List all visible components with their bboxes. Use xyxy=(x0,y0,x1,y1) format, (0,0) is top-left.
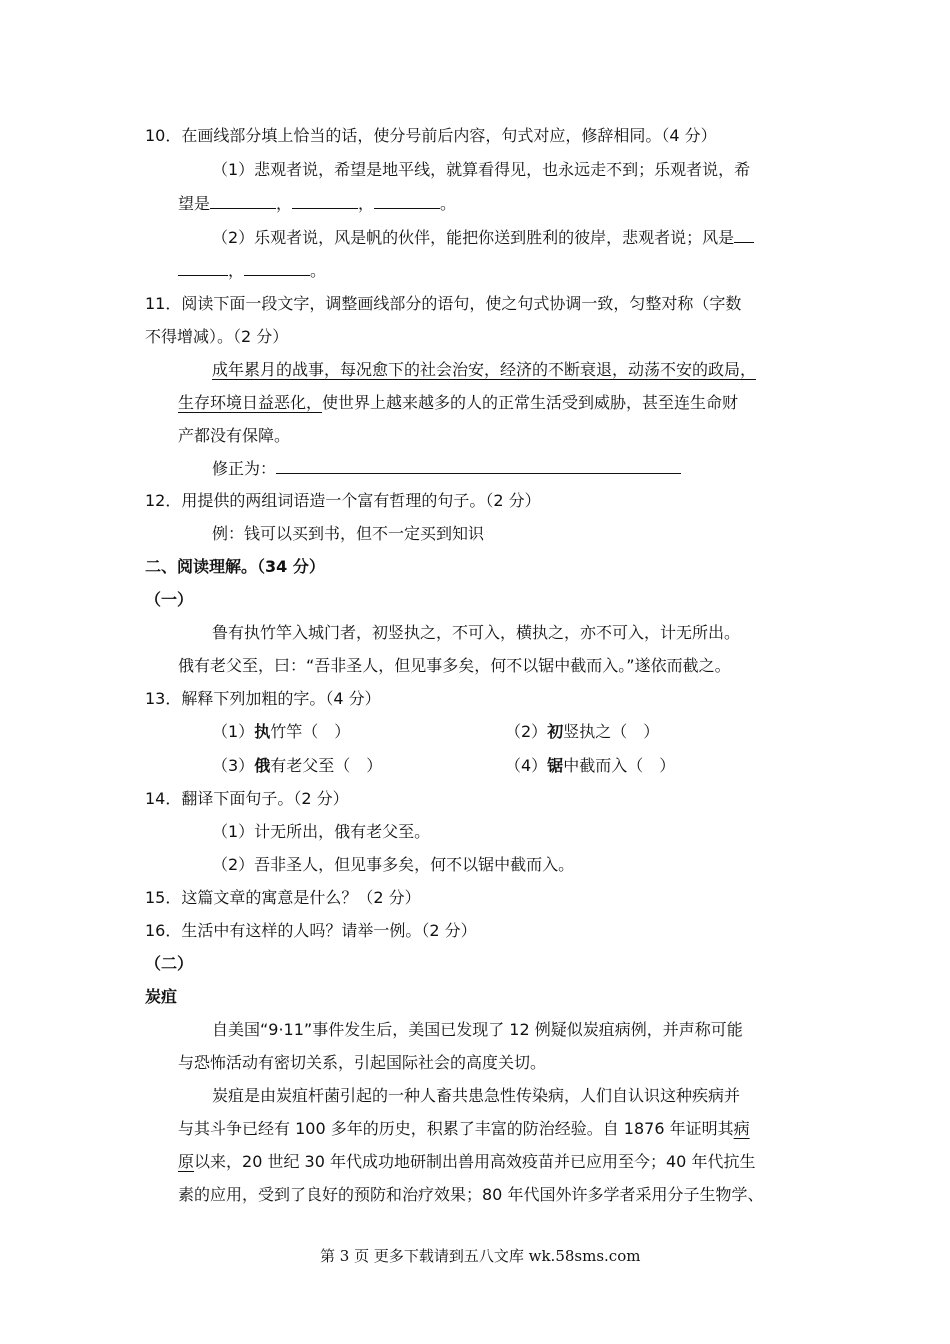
bold-char: 俄 xyxy=(254,756,271,775)
page-footer: 第 3 页 更多下载请到五八文库 wk.58sms.com xyxy=(320,1247,641,1265)
q11-fix-line xyxy=(212,458,681,480)
q10-item2-line2 xyxy=(178,260,326,282)
item-number: （1） xyxy=(212,722,255,741)
article-p1-line1: 自美国“9·11”事件发生后，美国已发现了 12 例疑似炭疽病例，并声称可能 xyxy=(212,1020,743,1039)
period: 。 xyxy=(310,261,327,280)
q11-stem-line2: 不得增减）。（2 分） xyxy=(145,327,289,346)
item-number: （3） xyxy=(212,756,255,775)
article-text: 以来，20 世纪 30 年代成功地研制出兽用高效疫苗并已应用至今；40 年代抗生 xyxy=(194,1152,756,1171)
underlined-word: 原 xyxy=(178,1152,195,1171)
answer-blank[interactable] xyxy=(276,458,681,474)
comma: ， xyxy=(358,194,375,213)
article-p1-line2: 与恐怖活动有密切关系，引起国际社会的高度关切。 xyxy=(178,1053,547,1072)
article-p2-line3 xyxy=(178,1151,755,1173)
answer-blank[interactable] xyxy=(374,193,440,209)
item-text: 竖执之（ ） xyxy=(563,722,660,741)
article-p2-line2 xyxy=(178,1118,750,1140)
comma: ， xyxy=(228,261,245,280)
comma: ， xyxy=(276,194,293,213)
answer-blank[interactable] xyxy=(178,260,228,276)
article-p2-line4: 素的应用，受到了良好的预防和治疗效果；80 年代国外许多学者采用分子生物学、 xyxy=(178,1185,764,1204)
q11-passage-line3: 产都没有保障。 xyxy=(178,426,291,445)
q14-item-1: （1）计无所出，俄有老父至。 xyxy=(212,822,431,841)
q11-passage-rest: 使世界上越来越多的人的正常生活受到威胁，甚至连生命财 xyxy=(322,393,739,412)
q11-fix-label: 修正为： xyxy=(212,459,277,478)
passage1-line1: 鲁有执竹竿入城门者，初竖执之，不可入，横执之，亦不可入，计无所出。 xyxy=(212,623,741,642)
q16-stem: 16．生活中有这样的人吗？请举一例。（2 分） xyxy=(145,921,477,940)
q10-item2-text: （2）乐观者说，风是帆的伙伴，能把你送到胜利的彼岸，悲观者说；风是 xyxy=(212,228,735,247)
q13-item-3 xyxy=(212,755,382,777)
item-text: 中截而入（ ） xyxy=(563,756,676,775)
q13-stem: 13．解释下列加粗的字。（4 分） xyxy=(145,689,381,708)
item-text: 有老父至（ ） xyxy=(270,756,383,775)
q13-item-1 xyxy=(212,721,350,743)
answer-blank[interactable] xyxy=(734,227,754,243)
bold-char: 初 xyxy=(547,722,564,741)
period: 。 xyxy=(440,194,457,213)
q11-passage-line2 xyxy=(178,392,738,414)
article-title: 炭疽 xyxy=(145,987,178,1006)
q10-item1-line2 xyxy=(178,193,456,215)
q14-item-2: （2）吾非圣人，但见事多矣，何不以锯中截而入。 xyxy=(212,855,575,874)
q11-underlined-segment: 生存环境日益恶化， xyxy=(178,393,323,412)
q13-item-4 xyxy=(505,755,675,777)
part1-label: （一） xyxy=(145,590,194,609)
bold-char: 锯 xyxy=(547,756,564,775)
q10-item1-text: 望是 xyxy=(178,194,211,213)
q12-example: 例：钱可以买到书，但不一定买到知识 xyxy=(212,524,485,543)
answer-blank[interactable] xyxy=(244,260,310,276)
part2-label: （二） xyxy=(145,954,194,973)
q10-item1-line1: （1）悲观者说，希望是地平线，就算看得见，也永远走不到；乐观者说，希 xyxy=(212,160,751,179)
q12-stem: 12．用提供的两组词语造一个富有哲理的句子。（2 分） xyxy=(145,491,541,510)
article-text: 与其斗争已经有 100 多年的历史，积累了丰富的防治经验。自 1876 年证明其 xyxy=(178,1119,734,1138)
item-number: （2） xyxy=(505,722,548,741)
item-text: 竹竿（ ） xyxy=(270,722,351,741)
passage1-line2: 俄有老父至，曰：“吾非圣人，但见事多矣，何不以锯中截而入。”遂依而截之。 xyxy=(178,656,731,675)
q10-item2-line1 xyxy=(212,227,754,249)
q11-stem-line1: 11．阅读下面一段文字，调整画线部分的语句，使之句式协调一致，匀整对称（字数 xyxy=(145,294,742,313)
q13-item-2 xyxy=(505,721,659,743)
underlined-word: 病 xyxy=(733,1119,750,1138)
section2-title: 二、阅读理解。（34 分） xyxy=(145,557,325,576)
bold-char: 执 xyxy=(254,722,271,741)
item-number: （4） xyxy=(505,756,548,775)
q14-stem: 14．翻译下面句子。（2 分） xyxy=(145,789,349,808)
q15-stem: 15．这篇文章的寓意是什么？（2 分） xyxy=(145,888,421,907)
q11-underlined-line1: 成年累月的战事，每况愈下的社会治安，经济的不断衰退，动荡不安的政局， xyxy=(212,360,757,379)
q10-stem: 10．在画线部分填上恰当的话，使分号前后内容，句式对应，修辞相同。（4 分） xyxy=(145,126,717,145)
article-p2-line1: 炭疽是由炭疽杆菌引起的一种人畜共患急性传染病，人们自认识这种疾病并 xyxy=(212,1086,741,1105)
answer-blank[interactable] xyxy=(292,193,358,209)
answer-blank[interactable] xyxy=(210,193,276,209)
